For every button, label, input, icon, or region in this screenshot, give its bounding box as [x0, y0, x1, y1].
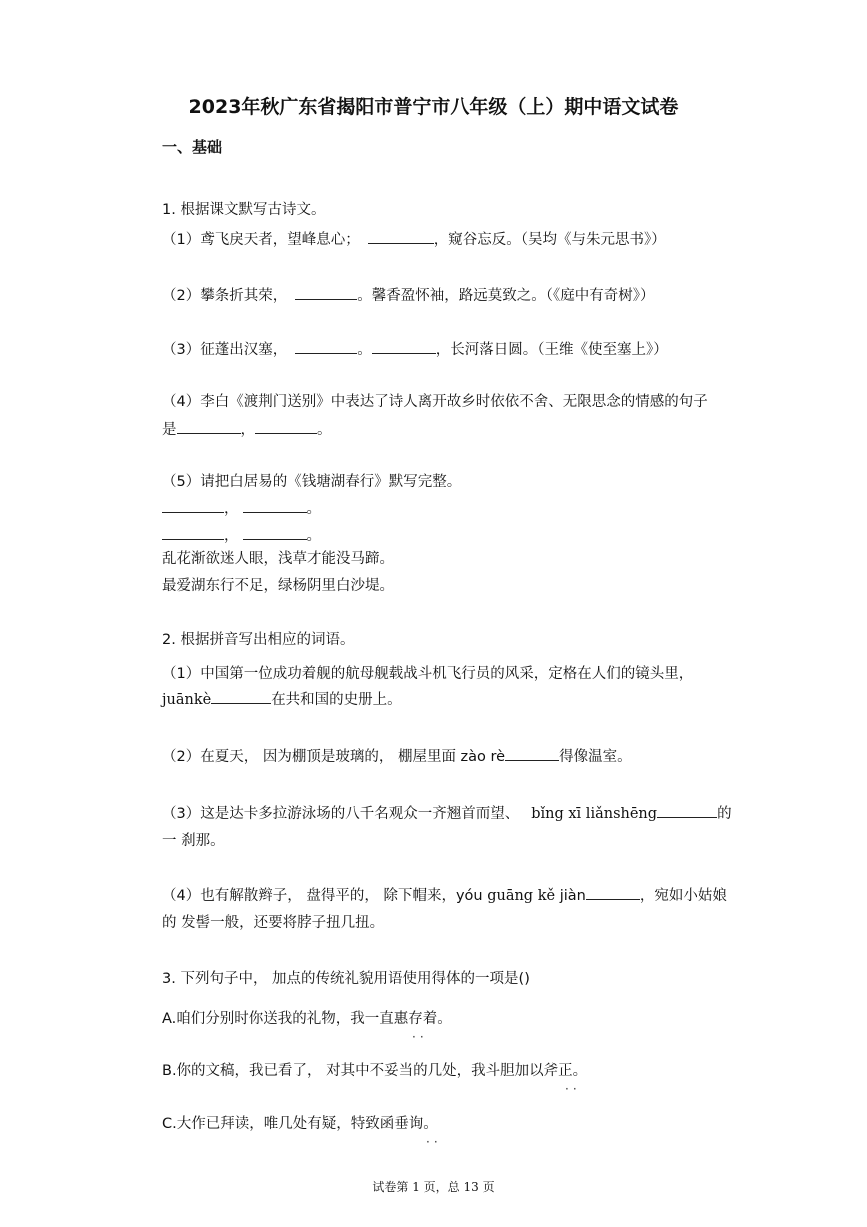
text: （2）攀条折其荣， [162, 288, 288, 304]
text: （3）这是达卡多拉游泳场的八千名观众一齐翘首而望、 [162, 806, 520, 822]
text: 在共和国的史册上。 [271, 692, 402, 708]
text: 。馨香盈怀袖，路远莫致之。（《庭中有奇树》） [357, 288, 655, 304]
option-c[interactable]: C.大作已拜读，唯几处有疑，特致函垂询。 [162, 1116, 438, 1132]
text: ，窥谷忘反。（吴均《与朱元思书》） [433, 232, 666, 248]
poem-line-2 [162, 524, 321, 545]
text: 。 [357, 342, 372, 358]
text: （2）在夏天， 因为棚顶是玻璃的， 棚屋里面 zào rè [162, 749, 506, 765]
question-1-stem: 1. 根据课文默写古诗文。 [162, 202, 326, 218]
pinyin: guāng kě [487, 888, 556, 904]
answer-blank[interactable] [505, 748, 559, 761]
question-3-stem: 3. 下列句子中， 加点的传统礼貌用语使用得体的一项是() [162, 971, 530, 987]
text: 得像温室。 [559, 749, 632, 765]
question-1-item-2 [162, 284, 654, 305]
pinyin: jiàn [559, 888, 586, 904]
emphasis-dots: ·· [412, 1030, 428, 1044]
section-heading: 一、基础 [162, 138, 223, 156]
question-2-item-4-cont: 的 发髻一般，还要将脖子扭几扭。 [162, 915, 385, 931]
poem-line-4: 最爱湖东行不足，绿杨阴里白沙堤。 [162, 578, 394, 594]
text: ， [240, 422, 255, 438]
question-1-item-3 [162, 338, 668, 359]
answer-blank[interactable] [295, 341, 357, 354]
answer-blank[interactable] [255, 421, 317, 434]
text: 。 [317, 422, 332, 438]
emphasis-dots: ·· [426, 1135, 442, 1149]
question-2-item-1-cont [162, 688, 402, 709]
answer-blank[interactable] [162, 527, 224, 540]
option-a[interactable]: A.咱们分别时你送我的礼物，我一直惠存着。 [162, 1011, 452, 1027]
answer-blank[interactable] [177, 421, 241, 434]
question-1-item-4-cont [162, 418, 332, 439]
question-2-item-1: （1）中国第一位成功着舰的航母舰载战斗机飞行员的风采，定格在人们的镜头里， [162, 666, 694, 682]
answer-blank[interactable] [243, 527, 307, 540]
pinyin: bǐng xī liǎnshēng [531, 806, 658, 822]
answer-blank[interactable] [211, 691, 271, 704]
page-title: 2023年秋广东省揭阳市普宁市八年级（上）期中语文试卷 [188, 96, 679, 118]
question-2-item-3-cont: 一 刹那。 [162, 833, 225, 849]
emphasis-dots: ·· [565, 1082, 581, 1096]
answer-blank[interactable] [372, 341, 436, 354]
text: 。 [306, 528, 321, 544]
text: 是 [162, 422, 177, 438]
page-footer: 试卷第 1 页，总 13 页 [372, 1180, 495, 1194]
question-2-item-3 [162, 802, 732, 823]
answer-blank[interactable] [162, 500, 224, 513]
text: ，宛如小姑娘 [639, 888, 727, 904]
answer-blank[interactable] [295, 287, 357, 300]
option-b[interactable]: B.你的文稿，我已看了， 对其中不妥当的几处，我斗胆加以斧正。 [162, 1063, 588, 1079]
answer-blank[interactable] [243, 500, 307, 513]
question-1-item-4: （4）李白《渡荆门送别》中表达了诗人离开故乡时依依不舍、无限思念的情感的句子 [162, 394, 708, 410]
question-1-item-5: （5）请把白居易的《钱塘湖春行》默写完整。 [162, 474, 462, 490]
question-2-stem: 2. 根据拼音写出相应的词语。 [162, 632, 355, 648]
pinyin: juānkè [162, 692, 212, 708]
answer-blank[interactable] [657, 805, 717, 818]
text: ，长河落日圆。（王维《使至塞上》） [435, 342, 668, 358]
question-1-item-1 [162, 228, 666, 249]
poem-line-1 [162, 497, 321, 518]
answer-blank[interactable] [586, 887, 640, 900]
poem-line-3: 乱花渐欲迷人眼，浅草才能没马蹄。 [162, 551, 394, 567]
text: 的 [717, 806, 732, 822]
text: （4）也有解散辫子， 盘得平的， 除下帽来，yóu [162, 888, 483, 904]
question-2-item-4 [162, 884, 727, 905]
question-2-item-2 [162, 745, 632, 766]
text: ， [224, 501, 239, 517]
text: （3）征蓬出汉塞， [162, 342, 288, 358]
text: （1）鸢飞戾天者，望峰息心； [162, 232, 360, 248]
answer-blank[interactable] [368, 231, 434, 244]
text: ， [224, 528, 239, 544]
text: 。 [306, 501, 321, 517]
